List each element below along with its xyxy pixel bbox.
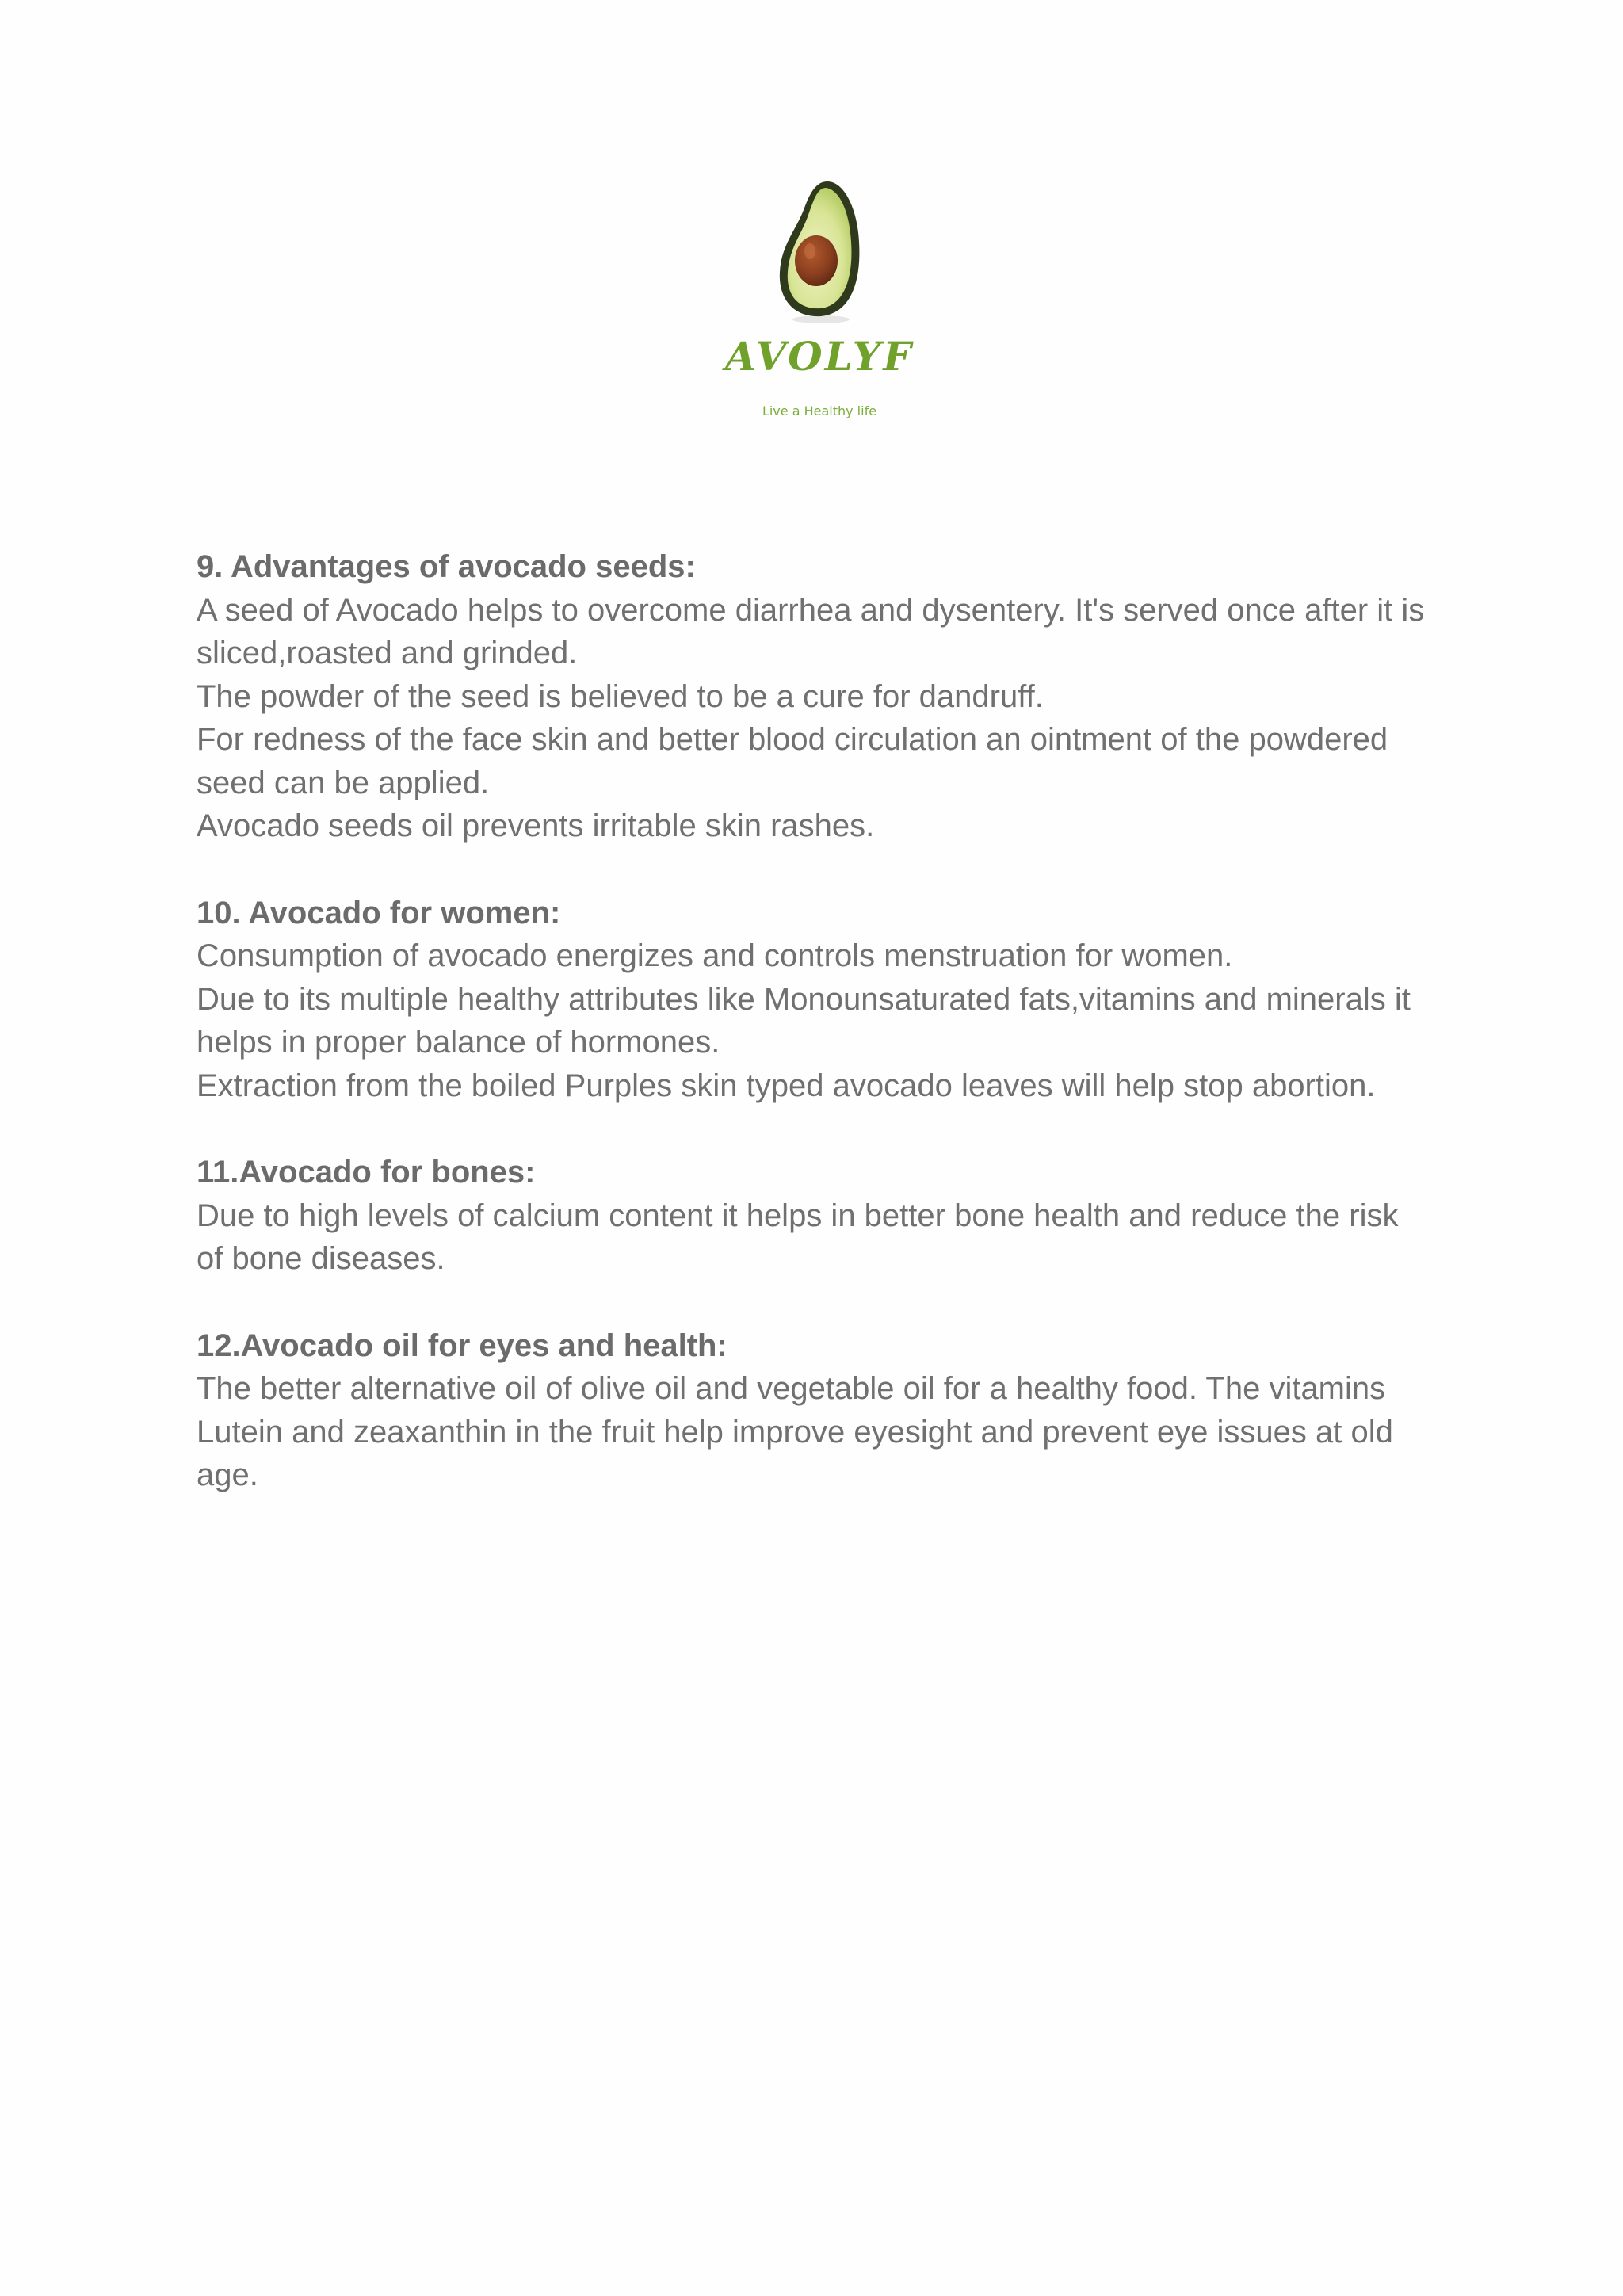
logo-wordmark: AVOLYF [725,333,914,380]
paragraph: Due to high levels of calcium content it helps in better bone health and reduce the risk of bone diseases. [197,1198,1399,1276]
paragraph: The powder of the seed is believed to be a cure for dandruff. [197,678,1044,714]
paragraph: Avocado seeds oil prevents irritable skin rashes. [197,808,875,843]
paragraph: The better alternative oil of olive oil and vegetable oil for a healthy food. The vitamins Lutein and zeaxanthin in the fruit help improve eyesight and prevent eye issues at old age. [197,1371,1393,1492]
section-heading: 11.Avocado for bones: [197,1155,536,1190]
paragraph: Extraction from the boiled Purples skin typed avocado leaves will help stop abortion. [197,1068,1376,1103]
section-avocado-women [197,892,1433,1108]
section-heading: 10. Avocado for women: [197,895,561,930]
paragraph: For redness of the face skin and better blood circulation an ointment of the powdered seed can be applied. [197,722,1388,800]
section-avocado-oil-eyes [197,1324,1433,1497]
logo-tagline: Live a Healthy life [762,403,877,418]
section-avocado-seeds [197,545,1433,848]
avolyf-logo [708,178,930,432]
section-heading: 9. Advantages of avocado seeds: [197,549,696,584]
section-avocado-bones [197,1151,1433,1281]
avocado-half-icon [772,178,867,325]
paragraph: A seed of Avocado helps to overcome diarrhea and dysentery. It's served once after it is sliced,roasted and grinded. [197,592,1425,670]
paragraph: Due to its multiple healthy attributes like Monounsaturated fats,vitamins and minerals it helps in proper balance of hormones. [197,981,1411,1060]
paragraph: Consumption of avocado energizes and controls menstruation for women. [197,938,1233,973]
section-heading: 12.Avocado oil for eyes and health: [197,1328,727,1363]
article-body [197,545,1433,1541]
